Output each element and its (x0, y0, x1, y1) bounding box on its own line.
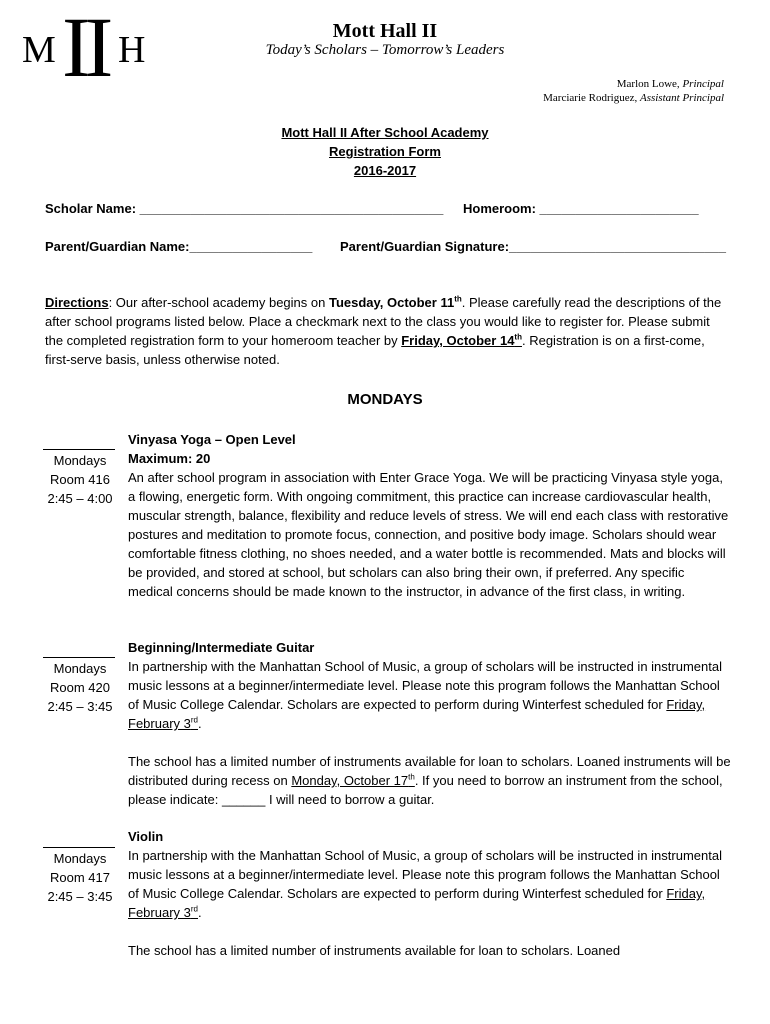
yoga-program (128, 430, 732, 601)
program-title: Beginning/Intermediate Guitar (128, 640, 315, 655)
scholar-name-field[interactable]: Scholar Name: __________________________________________ (45, 201, 444, 216)
schedule-time: 2:45 – 4:00 (47, 491, 113, 506)
violin-schedule (40, 849, 120, 906)
assistant-principal-line (543, 92, 724, 104)
assistant-principal-name: Marciarie Rodriguez, (543, 92, 640, 104)
schedule-room: Room 417 (50, 870, 110, 885)
principal-name: Marlon Lowe, (616, 78, 683, 90)
form-title: Mott Hall II After School Academy (281, 125, 489, 140)
directions-text: . Please carefully read the descriptions of the after school programs listed below. Place a checkmark next to the class you would like to register for. Please submit the completed registration form to your homeroom teacher by (45, 295, 722, 348)
schedule-day: Mondays (53, 661, 107, 676)
program-title: Violin (128, 829, 164, 844)
schedule-day: Mondays (53, 851, 107, 866)
start-date: Tuesday, October 11th (328, 294, 462, 310)
instrument-loan-note: The school has a limited number of instruments available for loan to scholars. Loaned instruments will be distributed during recess on Monday, October 17th. If you need to borrow an instrument from the school, please indicate: ______ I will need to borrow a guitar. (128, 754, 731, 807)
form-year: 2016-2017 (353, 163, 417, 178)
directions-label: Directions (45, 295, 109, 310)
directions-text: : Our after-school academy begins on (108, 295, 329, 310)
directions-paragraph (45, 293, 730, 369)
program-title: Vinyasa Yoga – Open Level (128, 432, 296, 447)
logo-letter-m: M (22, 29, 56, 71)
homeroom-field[interactable]: Homeroom: ______________________ (463, 201, 699, 216)
schedule-rule (43, 847, 115, 848)
program-description: In partnership with the Manhattan School of Music, a group of scholars will be instructed in instrumental music lessons at a beginner/intermediate level. Please note this program follows the Manhattan School of Music College Calendar. Scholars are expected to perform during Winterfest scheduled for Friday, February 3rd. (128, 659, 722, 731)
schedule-day: Mondays (53, 453, 107, 468)
due-date: Friday, October 14th (401, 332, 522, 348)
schedule-rule (43, 657, 115, 658)
school-name: Mott Hall II (332, 20, 438, 42)
school-motto: Today’s Scholars – Tomorrow’s Leaders (265, 42, 505, 58)
instrument-loan-note: The school has a limited number of instruments available for loan to scholars. Loaned (128, 943, 621, 958)
program-maximum: Maximum: 20 (128, 451, 211, 466)
guitar-schedule (40, 659, 120, 716)
guitar-program (128, 638, 732, 809)
schedule-rule (43, 449, 115, 450)
winterfest-date: Friday, February 3rd (128, 886, 706, 920)
program-description: An after school program in association with Enter Grace Yoga. We will be practicing Vinyasa style yoga, a flowing, energetic form. With ongoing commitment, this practice can increase cardiovascular health, muscular strength, balance, flexibility and reduce levels of stress. We will end each class with restorative postures and meditation to promote focus, connection, and positive body image. Scholars should wear comfortable fitness clothing, no shoes needed, and a water bottle is recommended. Mats and blocks will be provided, and stored at school, but scholars can also bring their own, if preferred. Any specific medical concerns should be made known to the instructor, in advance of the first class, in writing. (128, 470, 729, 599)
violin-program (128, 827, 732, 960)
yoga-schedule (40, 451, 120, 508)
principal-line (617, 78, 724, 90)
assistant-principal-role: Assistant Principal (639, 92, 724, 104)
directions-text: . Registration is on a first-come, first-serve basis, unless otherwise noted. (45, 333, 705, 367)
principal-role: Principal (682, 78, 724, 90)
loan-date: Monday, October 17th (291, 772, 415, 788)
schedule-room: Room 420 (50, 680, 110, 695)
logo-numeral-ii: II (62, 0, 108, 95)
parent-name-field[interactable]: Parent/Guardian Name:_________________ (45, 239, 313, 254)
parent-signature-field[interactable]: Parent/Guardian Signature:______________________________ (340, 239, 726, 254)
schedule-time: 2:45 – 3:45 (47, 889, 113, 904)
program-description: In partnership with the Manhattan School of Music, a group of scholars will be instructed in instrumental music lessons at a beginner/intermediate level. Please note this program follows the Manhattan School of Music College Calendar. Scholars are expected to perform during Winterfest scheduled for Friday, February 3rd. (128, 848, 722, 920)
winterfest-date: Friday, February 3rd (128, 697, 706, 731)
schedule-room: Room 416 (50, 472, 110, 487)
mondays-heading: MONDAYS (347, 391, 423, 408)
schedule-time: 2:45 – 3:45 (47, 699, 113, 714)
logo-letter-h: H (118, 29, 146, 71)
form-subtitle: Registration Form (329, 144, 441, 159)
